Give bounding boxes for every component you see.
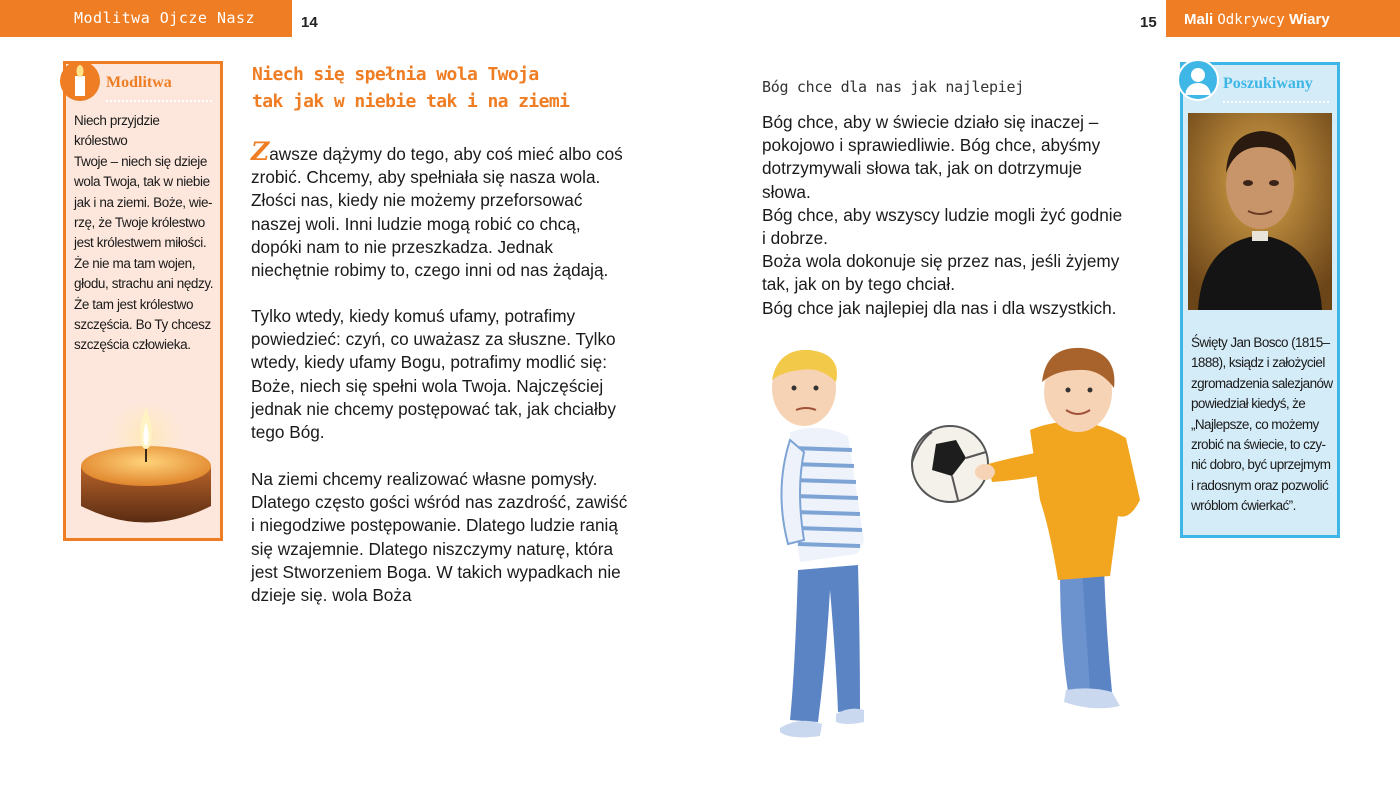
prayer-line: szczęścia człowieka.	[74, 337, 191, 353]
header-left-band	[0, 0, 292, 37]
series-title	[1184, 11, 1330, 28]
wanted-divider	[1223, 101, 1329, 103]
section-subtitle: Bóg chce dla nas jak najlepiej	[762, 78, 1024, 96]
title-line-2: tak jak w niebie tak i na ziemi	[252, 91, 570, 112]
text-line: Tylko wtedy, kiedy komuś ufamy, potrafimy	[251, 306, 576, 326]
prayer-line: wola Twoja, tak w niebie	[74, 174, 210, 190]
text-line: tego Bóg.	[251, 422, 325, 443]
text-line: wtedy, kiedy ufamy Bogu, potrafimy modlić się:	[251, 352, 607, 373]
text-line: awsze dążymy do tego, aby coś mieć albo coś	[269, 144, 623, 164]
text-line: naszej woli. Inni ludzie mogą robić co chcą,	[251, 213, 581, 234]
text-line: słowa.	[762, 181, 811, 202]
text-line: i dobrze.	[762, 228, 828, 249]
text-line: jednak nie chcemy postępować tak, jak chciałby	[251, 398, 616, 419]
text-line: dzieje się. wola Boża	[251, 585, 412, 606]
wanted-line: zgromadzenia salezjanów	[1191, 375, 1333, 391]
prayer-divider	[106, 100, 212, 102]
right-paragraph	[762, 111, 1142, 320]
chapter-title: Modlitwa Ojcze Nasz	[74, 9, 256, 27]
text-line: niechętnie robimy to, czego inni od nas żądają.	[251, 260, 609, 281]
header-right-band	[1166, 0, 1400, 37]
prayer-line: głodu, strachu ani nędzy.	[74, 276, 214, 292]
prayer-line: rzę, że Twoje królestwo	[74, 215, 205, 231]
person-icon	[1177, 59, 1219, 101]
prayer-text	[74, 111, 216, 356]
prayer-line: jest królestwem miłości.	[74, 235, 207, 251]
boy-with-ball-figure	[975, 348, 1140, 708]
text-line: Bóg chce, aby wszyscy ludzie mogli żyć godnie	[762, 204, 1123, 225]
text-line: dopóki nam to nie przeszkadza. Jednak	[251, 236, 553, 257]
series-title-part-2: Odkrywcy	[1217, 12, 1285, 28]
wanted-line: „Najlepsze, co możemy	[1191, 416, 1319, 432]
prayer-line: Niech przyjdzie królestwo	[74, 113, 160, 149]
prayer-line: Że nie ma tam wojen,	[74, 255, 196, 271]
paragraph-1	[251, 137, 641, 282]
text-line: jest Stworzeniem Boga. W takich wypadkach nie	[251, 561, 621, 582]
wanted-line: Święty Jan Bosco (1815–	[1191, 335, 1330, 350]
series-title-part-3: Wiary	[1288, 11, 1330, 28]
text-line: tak, jak on by tego chciał.	[762, 274, 955, 295]
soccer-ball	[912, 426, 988, 502]
text-line: Złości nas, kiedy nie możemy przeforsować	[251, 190, 583, 211]
wanted-line: powiedział kiedyś, że	[1191, 396, 1306, 412]
wanted-text	[1191, 333, 1336, 517]
prayer-line: Że tam jest królestwo	[74, 296, 194, 312]
series-title-part-1: Mali	[1184, 11, 1214, 28]
text-line: Bóg chce, aby w świecie działo się inaczej –	[762, 112, 1099, 132]
text-line: się wzajemnie. Dlatego niszczymy naturę, która	[251, 538, 614, 559]
candle-icon	[60, 61, 100, 101]
shy-boy-figure	[772, 350, 864, 737]
paragraph-2	[251, 305, 641, 444]
title-line-1: Niech się spełnia wola Twoja	[252, 64, 539, 85]
text-line: Na ziemi chcemy realizować własne pomysły.	[251, 469, 598, 489]
text-line: Boże, niech się spełni wola Twoja. Najczęściej	[251, 375, 604, 396]
wanted-line: zrobić na świecie, to czy-	[1191, 437, 1326, 453]
saint-portrait-image	[1188, 113, 1332, 310]
prayer-line: Twoje – niech się dzieje	[74, 153, 207, 169]
boys-with-ball-illustration	[760, 340, 1160, 745]
prayer-label: Modlitwa	[106, 74, 172, 91]
wanted-label: Poszukiwany	[1223, 75, 1313, 92]
wanted-line: wróblom ćwierkać”.	[1191, 498, 1296, 514]
wanted-line: 1888), ksiądz i założyciel	[1191, 355, 1325, 371]
paragraph-3	[251, 468, 641, 607]
text-line: i niegodziwe postępowanie. Dlatego ludzie ranią	[251, 515, 618, 536]
tealight-candle-image	[79, 404, 213, 534]
text-line: pokojowo i sprawiedliwie. Bóg chce, abyśmy	[762, 135, 1101, 156]
text-line: Bóg chce jak najlepiej dla nas i dla wszystkich.	[762, 297, 1117, 318]
text-line: Dlatego często gości wśród nas zazdrość, zawiść	[251, 492, 628, 513]
page-number-right: 15	[1140, 14, 1157, 31]
text-line: powiedzieć: czyń, co uważasz za słuszne. Tylko	[251, 329, 616, 350]
page-title	[252, 61, 569, 115]
wanted-box	[1180, 62, 1340, 538]
text-line: Boża wola dokonuje się przez nas, jeśli żyjemy	[762, 251, 1120, 272]
prayer-line: szczęścia. Bo Ty chcesz	[74, 317, 211, 333]
text-line: dotrzymywali słowa tak, jak on dotrzymuje	[762, 158, 1082, 179]
prayer-box	[63, 61, 223, 541]
wanted-line: i radosnym oraz pozwolić	[1191, 477, 1329, 493]
text-line: zrobić. Chcemy, aby spełniała się nasza wola.	[251, 167, 601, 188]
wanted-line: nić dobro, być uprzejmym	[1191, 457, 1331, 473]
prayer-line: jak i na ziemi. Boże, wie-	[74, 194, 213, 210]
drop-cap: Z	[251, 137, 270, 166]
page-number-left: 14	[301, 14, 318, 31]
